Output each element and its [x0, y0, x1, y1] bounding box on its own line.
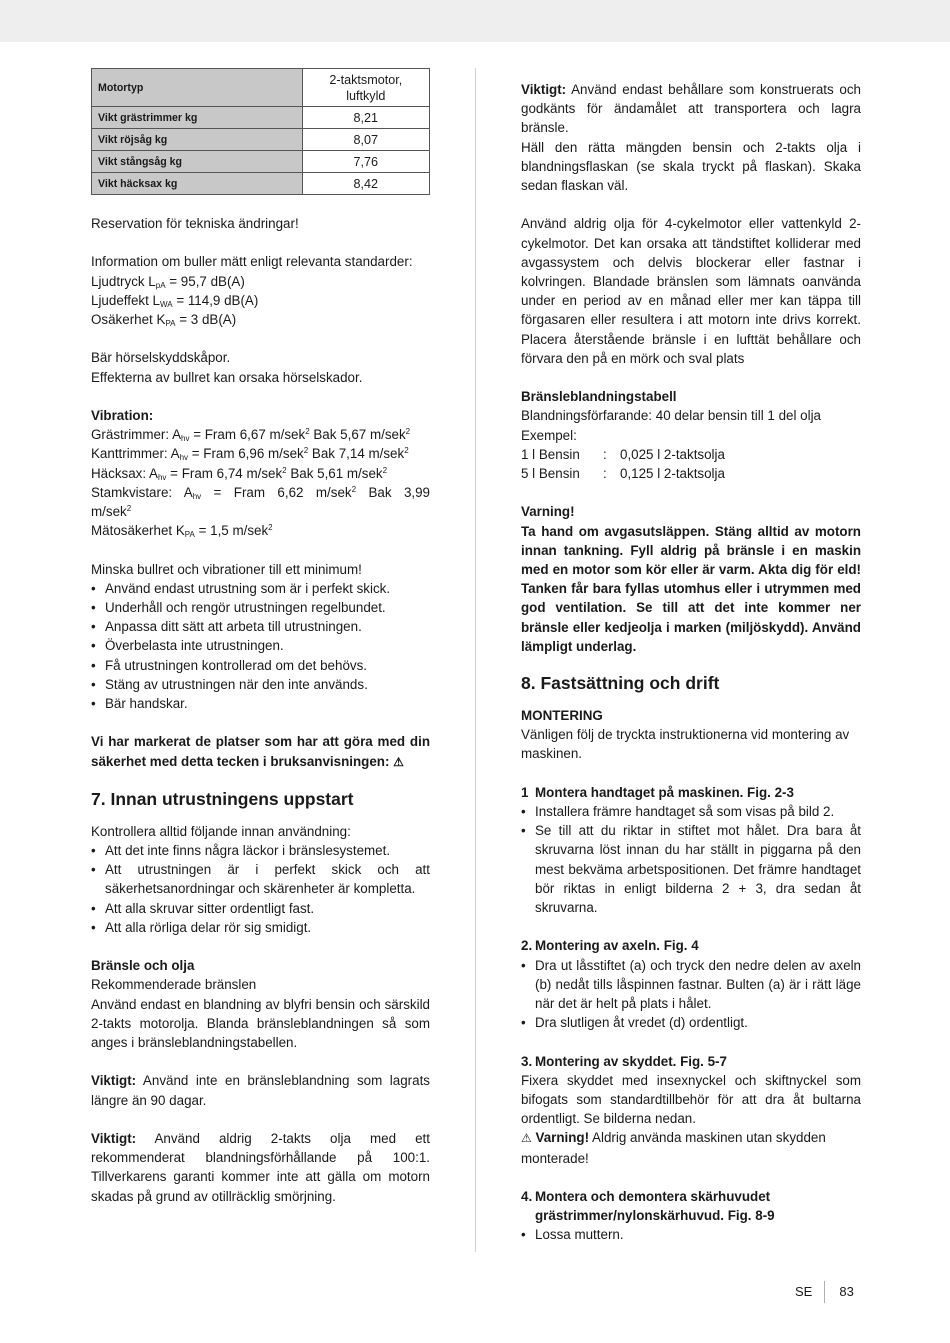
list-item: • Lossa muttern.	[521, 1225, 861, 1244]
safety-marking-note: Vi har markerat de platser som har att göra med din säkerhet med detta tecken i bruksanvisningen: ⚠	[91, 732, 430, 771]
column-divider	[475, 68, 476, 1252]
mount-title: MONTERING	[521, 708, 603, 724]
vibration-line: Häcksax: $A_{hv}$ = Fram 6,74 m/sek$^2$ Bak 5,61 m/sek$^2$	[91, 465, 388, 482]
step-2-heading: 2. Montering av axeln. Fig. 4	[521, 938, 699, 954]
right-column	[521, 80, 861, 1245]
noise-sound-pressure: Ljudtryck $L_{pA} = 95,7$ dB(A)	[91, 273, 245, 290]
step-1-heading: 1 Montera handtaget på maskinen. Fig. 2-3	[521, 784, 794, 800]
vibration-line: Stamkvistare: $A_{hv}$ = Fram 6,62 m/sek$^2$ Bak 3,99 m/sek$^2$	[91, 484, 431, 519]
table-row	[92, 173, 430, 195]
mix-example-label: Exempel:	[521, 427, 577, 443]
list-item: • Överbelasta inte utrustningen.	[91, 636, 430, 655]
mix-row: 1 l Bensin : 0,025 l 2-taktsolja	[521, 446, 725, 462]
list-item: • Installera främre handtaget så som visas på bild 2.	[521, 802, 861, 821]
spec-label: Vikt röjsåg kg	[92, 129, 303, 151]
list-item: • Dra slutligen åt vredet (d) ordentligt.	[521, 1013, 861, 1032]
minimize-list	[91, 579, 430, 713]
step-3-text: Fixera skyddet med insexnyckel och skiftnyckel som bifogats som standardtillbehör för att dra åt bultarna ordentligt. Se bilderna nedan.	[521, 1072, 861, 1127]
vibration-uncertainty: Mätosäkerhet $K_{PA} = 1,5$ m/sek$^2$	[91, 523, 273, 540]
fuel-text: Använd endast en blandning av blyfri bensin och särskild 2-takts motorolja. Blanda bränsleblandningen så som anges i bränsleblandningstabellen.	[91, 996, 430, 1051]
list-item: • Att alla skruvar sitter ordentligt fast.	[91, 899, 430, 918]
reservation-note: Reservation för tekniska ändringar!	[91, 216, 299, 231]
spec-value: 2-taktsmotor, luftkyld	[302, 69, 429, 107]
section-7-title: 7. Innan utrustningens uppstart	[91, 788, 354, 809]
step-3-heading: 3. Montering av skyddet. Fig. 5-7	[521, 1053, 727, 1069]
page-footer	[795, 1283, 854, 1301]
mix-row: 5 l Bensin : 0,125 l 2-taktsolja	[521, 466, 725, 482]
page-number: 83	[839, 1284, 854, 1300]
step-4-heading: 4. Montera och demontera skärhuvudet grästrimmer/nylonskärhuvud. Fig. 8-9	[521, 1189, 775, 1224]
vibration-line: Kanttrimmer: $A_{hv}$ = Fram 6,96 m/sek$^2$ Bak 7,14 m/sek$^2$	[91, 446, 409, 463]
mix-method: Blandningsförfarande: 40 delar bensin till 1 del olja	[521, 408, 822, 424]
warning-text: Ta hand om avgasutsläppen. Stäng alltid av motorn innan tankning. Fyll aldrig på bränsle i en maskin med en motor som kör eller är varm. Akta dig för eld! Tanken får bara fyllas utomhus eller i utrymmen med god ventilation. Se till att det inte kommer ner bränsle eller kedjeolja i marken (miljöskydd). Använd lämpligt underlag.	[521, 523, 861, 654]
spec-label: Vikt grästrimmer kg	[92, 107, 303, 129]
left-column	[91, 68, 430, 1206]
list-item: • Underhåll och rengör utrustningen regelbundet.	[91, 598, 430, 617]
warning-triangle-icon: ⚠	[521, 1131, 532, 1146]
list-item: • Stäng av utrustningen när den inte används.	[91, 675, 430, 694]
mount-text: Vänligen följ de tryckta instruktionerna vid montering av maskinen.	[521, 727, 850, 762]
warning-title: Varning!	[521, 504, 575, 520]
spec-value: 8,21	[302, 107, 429, 129]
mix-instructions: Häll den rätta mängden bensin och 2-takts olja i blandningsflaskan (se skala tryckt på flaskan). Skaka sedan flaskan väl.	[521, 139, 861, 194]
list-item: • Att utrustningen är i perfekt skick och att säkerhetsanordningar och skärenheter är kompletta.	[91, 860, 430, 898]
ear-protection: Bär hörselskyddskåpor.	[91, 350, 231, 366]
spec-label: Vikt häcksax kg	[92, 173, 303, 195]
check-list	[91, 841, 430, 937]
vibration-line: Grästrimmer: $A_{hv}$ = Fram 6,67 m/sek$^2$ Bak 5,67 m/sek$^2$	[91, 427, 411, 444]
mix-table-title: Bränsleblandningstabell	[521, 389, 677, 405]
spec-value: 8,42	[302, 173, 429, 195]
list-item: • Se till att du riktar in stiftet mot hålet. Dra bara åt skruvarna löst innan du har ställt in piggarna på den mest bekväma arbetspositionen. Det främre handtaget bör riktas in enligt bilderna 2 + 3, dra sedan åt skruvarna.	[521, 821, 861, 917]
table-row	[92, 151, 430, 173]
spec-table	[91, 68, 430, 195]
list-item: • Att det inte finns några läckor i bränslesystemet.	[91, 841, 430, 860]
list-item: • Dra ut låsstiftet (a) och tryck den nedre delen av axeln (b) nedåt tills låspinnen fastnar. Bulten (a) är i rätt läge när det är helt på plats i hålet.	[521, 956, 861, 1014]
check-intro: Kontrollera alltid följande innan användning:	[91, 823, 351, 839]
noise-sound-power: Ljudeffekt $L_{WA} = 114,9$ dB(A)	[91, 292, 259, 309]
list-item: • Få utrustningen kontrollerad om det behövs.	[91, 656, 430, 675]
step-3-warning: ⚠ Varning! Aldrig använda maskinen utan skydden monterade!	[521, 1130, 826, 1166]
language-code: SE	[795, 1284, 813, 1300]
important-note: Viktigt: Använd inte en bränsleblandning som lagrats längre än 90 dagar.	[91, 1073, 430, 1108]
footer-divider	[824, 1281, 825, 1303]
table-row	[92, 69, 430, 107]
important-note: Viktigt: Använd endast behållare som konstruerats och godkänts för ändamålet att transportera och lagra bränsle.	[521, 82, 861, 136]
step-1-list	[521, 802, 861, 917]
list-item: • Bär handskar.	[91, 694, 430, 713]
table-row	[92, 129, 430, 151]
warning-triangle-icon: ⚠	[393, 754, 404, 769]
vibration-title: Vibration:	[91, 407, 154, 423]
spec-value: 7,76	[302, 151, 429, 173]
step-4-list	[521, 1225, 861, 1244]
step-2-list	[521, 956, 861, 1033]
spec-label: Vikt stångsåg kg	[92, 151, 303, 173]
important-note: Viktigt: Använd aldrig 2-takts olja med ett rekommenderat blandningsförhållande på 100:1. Tillverkarens garanti kommer inte att gälla om motorn skadas på grund av otillräcklig smörjning.	[91, 1131, 430, 1204]
top-band	[0, 0, 950, 42]
list-item: • Att alla rörliga delar rör sig smidigt.	[91, 918, 430, 937]
minimize-note: Minska bullret och vibrationer till ett minimum!	[91, 561, 362, 577]
noise-effect: Effekterna av bullret kan orsaka hörselskador.	[91, 369, 363, 385]
spec-label: Motortyp	[92, 69, 303, 107]
oil-warning: Använd aldrig olja för 4-cykelmotor eller vattenkyld 2-cykelmotor. Det kan orsaka att tändstiftet kolliderar med avgassystem och delvis blockerar eller fastnar i kolvringen. Blandade bränslen som lämnats oanvända under en period av en månad eller mer kan täppa till förgasaren eller resultera i att motorn inte drivs korrekt. Placera återstående bränsle i en lufttät behållare och förvara den på en mörk och sval plats	[521, 216, 861, 366]
noise-uncertainty: Osäkerhet $K_{PA} = 3$ dB(A)	[91, 312, 237, 328]
list-item: • Anpassa ditt sätt att arbeta till utrustningen.	[91, 617, 430, 636]
fuel-title: Bränsle och olja	[91, 958, 195, 974]
fuel-subtitle: Rekommenderade bränslen	[91, 977, 257, 993]
spec-value: 8,07	[302, 129, 429, 151]
list-item: • Använd endast utrustning som är i perfekt skick.	[91, 579, 430, 598]
section-8-title: 8. Fastsättning och drift	[521, 673, 720, 694]
noise-intro: Information om buller mätt enligt relevanta standarder:	[91, 254, 413, 270]
table-row	[92, 107, 430, 129]
